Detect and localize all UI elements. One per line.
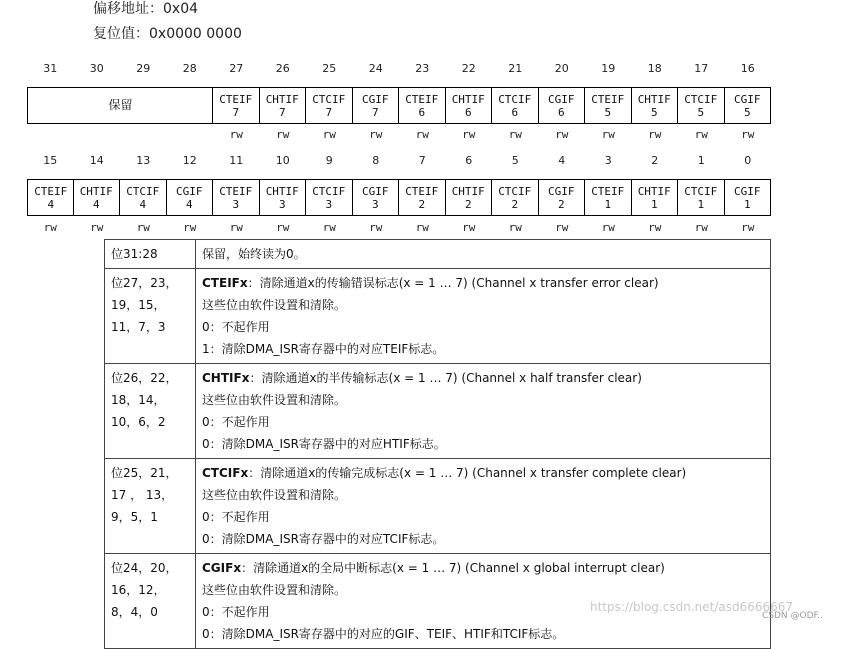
description-line: 0：不起作用	[202, 605, 270, 619]
offset-address: 偏移地址：0x04	[93, 1, 199, 17]
description-line	[202, 367, 764, 389]
access-type: rw	[555, 221, 569, 234]
bit-position	[105, 554, 196, 649]
field-name: CTEIF	[219, 184, 253, 198]
register-field	[584, 87, 632, 124]
bit-number: 15	[43, 154, 58, 167]
upper-access-row	[27, 128, 771, 142]
channel-number: 2	[557, 197, 565, 211]
field-name: CHTIF	[265, 184, 299, 198]
description-line	[202, 462, 764, 484]
bit-position-line: 10，6，2	[111, 415, 166, 429]
field-name: CHTIF	[637, 92, 671, 106]
bit-position-line: 位26，22，	[111, 371, 178, 385]
field-name-label: CTEIFx	[202, 276, 248, 290]
bit-position-line: 11，7，3	[111, 320, 166, 334]
channel-number: 7	[371, 105, 379, 119]
bit-description	[196, 459, 771, 554]
access-type: rw	[322, 221, 336, 234]
field-name: CTCIF	[312, 92, 346, 106]
bit-number: 22	[461, 62, 476, 75]
access-type: rw	[229, 221, 243, 234]
access-type: rw	[183, 221, 197, 234]
description-line: 这些位由软件设置和清除。	[202, 488, 347, 502]
register-field	[259, 87, 307, 124]
register-field	[398, 179, 446, 216]
channel-number: 4	[185, 197, 193, 211]
bit-position	[105, 269, 196, 364]
bit-number: 29	[136, 62, 151, 75]
bit-number: 23	[415, 62, 430, 75]
bit-number: 30	[89, 62, 104, 75]
field-name: CTEIF	[34, 184, 68, 198]
bit-number: 4	[558, 154, 566, 167]
description-line: 0：不起作用	[202, 510, 270, 524]
access-type: rw	[508, 221, 522, 234]
bit-number: 1	[697, 154, 705, 167]
channel-number: 5	[650, 105, 658, 119]
description-row	[105, 459, 771, 554]
access-type: rw	[648, 128, 662, 141]
bit-number: 28	[182, 62, 197, 75]
register-field	[212, 179, 260, 216]
bit-number: 16	[740, 62, 755, 75]
description-line: 0：不起作用	[202, 320, 270, 334]
bit-description	[196, 269, 771, 364]
bit-position-line: 位31:28	[111, 247, 158, 261]
register-field	[677, 87, 725, 124]
field-name: CTEIF	[591, 184, 625, 198]
channel-number: 3	[325, 197, 333, 211]
field-name: CGIF	[362, 184, 389, 198]
bit-number: 9	[325, 154, 333, 167]
field-name: CTCIF	[684, 184, 718, 198]
bit-number: 27	[229, 62, 244, 75]
bit-number: 11	[229, 154, 244, 167]
description-line: 0：清除DMA_ISR寄存器中的对应TCIF标志。	[202, 532, 445, 546]
bit-number: 24	[368, 62, 383, 75]
description-line	[202, 557, 764, 579]
bit-number: 7	[418, 154, 426, 167]
register-field	[445, 179, 493, 216]
field-name: CHTIF	[637, 184, 671, 198]
channel-number: 3	[371, 197, 379, 211]
field-name-label: CTCIFx	[202, 466, 249, 480]
description-line: 0：清除DMA_ISR寄存器中的对应HTIF标志。	[202, 437, 446, 451]
register-field	[398, 87, 446, 124]
description-line: 0：不起作用	[202, 415, 270, 429]
bit-number: 5	[511, 154, 519, 167]
channel-number: 5	[604, 105, 612, 119]
register-field	[677, 179, 725, 216]
field-name: CGIF	[548, 184, 575, 198]
field-name: CGIF	[176, 184, 203, 198]
bit-number: 0	[744, 154, 752, 167]
bit-number: 12	[182, 154, 197, 167]
field-name: CGIF	[734, 184, 761, 198]
channel-number: 6	[418, 105, 426, 119]
access-type: rw	[276, 128, 290, 141]
access-type: rw	[322, 128, 336, 141]
description-line: 保留，始终读为0。	[202, 247, 306, 261]
channel-number: 5	[743, 105, 751, 119]
channel-number: 1	[604, 197, 612, 211]
lower-bit-numbers	[27, 154, 771, 170]
bit-position	[105, 240, 196, 269]
bit-number: 8	[372, 154, 380, 167]
reset-value: 复位值：0x0000 0000	[93, 26, 242, 42]
channel-number: 6	[511, 105, 519, 119]
access-type: rw	[555, 128, 569, 141]
bit-number: 14	[89, 154, 104, 167]
register-field	[212, 87, 260, 124]
channel-number: 2	[418, 197, 426, 211]
bit-position	[105, 459, 196, 554]
description-line: 这些位由软件设置和清除。	[202, 393, 347, 407]
channel-number: 5	[697, 105, 705, 119]
register-field	[491, 87, 539, 124]
field-name: CTCIF	[498, 92, 532, 106]
description-row	[105, 554, 771, 649]
register-field	[538, 179, 586, 216]
bit-number: 31	[43, 62, 58, 75]
description-text: ：清除通道x的半传输标志(x = 1 … 7) (Channel x half transfer clear)	[249, 371, 642, 385]
bit-description-table	[104, 239, 771, 649]
register-field	[631, 87, 679, 124]
description-line	[202, 272, 764, 294]
channel-number: 4	[47, 197, 55, 211]
bit-position-line: 位27，23，	[111, 276, 178, 290]
bit-position-line: 8，4，0	[111, 605, 158, 619]
bit-number: 25	[322, 62, 337, 75]
bit-number: 20	[554, 62, 569, 75]
access-type: rw	[694, 128, 708, 141]
register-field	[305, 87, 353, 124]
register-field	[352, 179, 400, 216]
access-type: rw	[462, 221, 476, 234]
channel-number: 7	[325, 105, 333, 119]
field-name: CTCIF	[684, 92, 718, 106]
description-line: 1：清除DMA_ISR寄存器中的对应TEIF标志。	[202, 342, 445, 356]
upper-register-row	[27, 87, 771, 124]
field-name: CHTIF	[451, 184, 485, 198]
register-field	[724, 179, 772, 216]
description-text: ：清除通道x的传输错误标志(x = 1 … 7) (Channel x transfer error clear)	[247, 276, 659, 290]
register-field	[631, 179, 679, 216]
access-type: rw	[741, 128, 755, 141]
register-field	[724, 87, 772, 124]
bit-position-line: 位24，20，	[111, 561, 178, 575]
access-type: rw	[462, 128, 476, 141]
field-name: CGIF	[734, 92, 761, 106]
register-field	[166, 179, 214, 216]
watermark-credit: CSDN @ODF..	[762, 611, 823, 621]
field-name-label: CGIFx	[202, 561, 242, 575]
channel-number: 4	[92, 197, 100, 211]
bit-position-line: 17 ， 13，	[111, 488, 174, 502]
access-type: rw	[136, 221, 150, 234]
access-type: rw	[276, 221, 290, 234]
bit-number: 19	[601, 62, 616, 75]
access-type: rw	[369, 221, 383, 234]
channel-number: 1	[650, 197, 658, 211]
bit-number: 2	[651, 154, 659, 167]
description-text: ：清除通道x的传输完成标志(x = 1 … 7) (Channel x transfer complete clear)	[248, 466, 687, 480]
description-row	[105, 364, 771, 459]
field-name: CGIF	[548, 92, 575, 106]
bit-description	[196, 554, 771, 649]
upper-bit-numbers	[27, 62, 771, 78]
field-name: CTEIF	[405, 184, 439, 198]
description-line: 0：清除DMA_ISR寄存器中的对应的GIF、TEIF、HTIF和TCIF标志。	[202, 627, 565, 641]
channel-number: 6	[464, 105, 472, 119]
access-type: rw	[43, 221, 57, 234]
bit-position-line: 19，15，	[111, 298, 166, 312]
access-type: rw	[648, 221, 662, 234]
description-text: ：清除通道x的全局中断标志(x = 1 … 7) (Channel x global interrupt clear)	[241, 561, 665, 575]
reserved-field: 保留	[27, 87, 214, 124]
field-name: CGIF	[362, 92, 389, 106]
channel-number: 7	[232, 105, 240, 119]
channel-number: 2	[464, 197, 472, 211]
bit-position-line: 位25，21，	[111, 466, 178, 480]
bit-number: 6	[465, 154, 473, 167]
register-field	[259, 179, 307, 216]
bit-number: 13	[136, 154, 151, 167]
bit-number: 18	[647, 62, 662, 75]
bit-position-line: 9，5，1	[111, 510, 158, 524]
description-line: 这些位由软件设置和清除。	[202, 583, 347, 597]
channel-number: 7	[278, 105, 286, 119]
channel-number: 3	[278, 197, 286, 211]
access-type: rw	[508, 128, 522, 141]
field-name-label: CHTIFx	[202, 371, 250, 385]
channel-number: 6	[557, 105, 565, 119]
field-name: CHTIF	[79, 184, 113, 198]
register-field	[305, 179, 353, 216]
bit-position-line: 18，14，	[111, 393, 166, 407]
access-type: rw	[601, 221, 615, 234]
channel-number: 4	[139, 197, 147, 211]
field-name: CHTIF	[265, 92, 299, 106]
bit-number: 26	[275, 62, 290, 75]
register-field	[445, 87, 493, 124]
bit-position	[105, 364, 196, 459]
description-row	[105, 269, 771, 364]
register-field	[584, 179, 632, 216]
register-field	[119, 179, 167, 216]
field-name: CTCIF	[312, 184, 346, 198]
channel-number: 1	[743, 197, 751, 211]
field-name: CHTIF	[451, 92, 485, 106]
access-type: rw	[601, 128, 615, 141]
bit-number: 3	[604, 154, 612, 167]
channel-number: 1	[697, 197, 705, 211]
register-field	[352, 87, 400, 124]
register-field	[491, 179, 539, 216]
bit-number: 21	[508, 62, 523, 75]
field-name: CTEIF	[591, 92, 625, 106]
bit-description	[196, 240, 771, 269]
lower-access-row	[27, 221, 771, 235]
register-field	[538, 87, 586, 124]
access-type: rw	[415, 128, 429, 141]
description-line: 这些位由软件设置和清除。	[202, 298, 347, 312]
access-type: rw	[694, 221, 708, 234]
bit-number: 17	[694, 62, 709, 75]
field-name: CTCIF	[498, 184, 532, 198]
bit-number: 10	[275, 154, 290, 167]
bit-position-line: 16，12，	[111, 583, 166, 597]
field-name: CTEIF	[219, 92, 253, 106]
field-name: CTCIF	[126, 184, 160, 198]
channel-number: 3	[232, 197, 240, 211]
lower-register-row	[27, 179, 771, 216]
access-type: rw	[229, 128, 243, 141]
bit-description	[196, 364, 771, 459]
access-type: rw	[90, 221, 104, 234]
field-name: CTEIF	[405, 92, 439, 106]
description-row	[105, 240, 771, 269]
channel-number: 2	[511, 197, 519, 211]
register-field	[73, 179, 121, 216]
access-type: rw	[415, 221, 429, 234]
access-type: rw	[741, 221, 755, 234]
access-type: rw	[369, 128, 383, 141]
watermark-url: https://blog.csdn.net/asd6666667	[590, 600, 794, 614]
register-field	[27, 179, 75, 216]
